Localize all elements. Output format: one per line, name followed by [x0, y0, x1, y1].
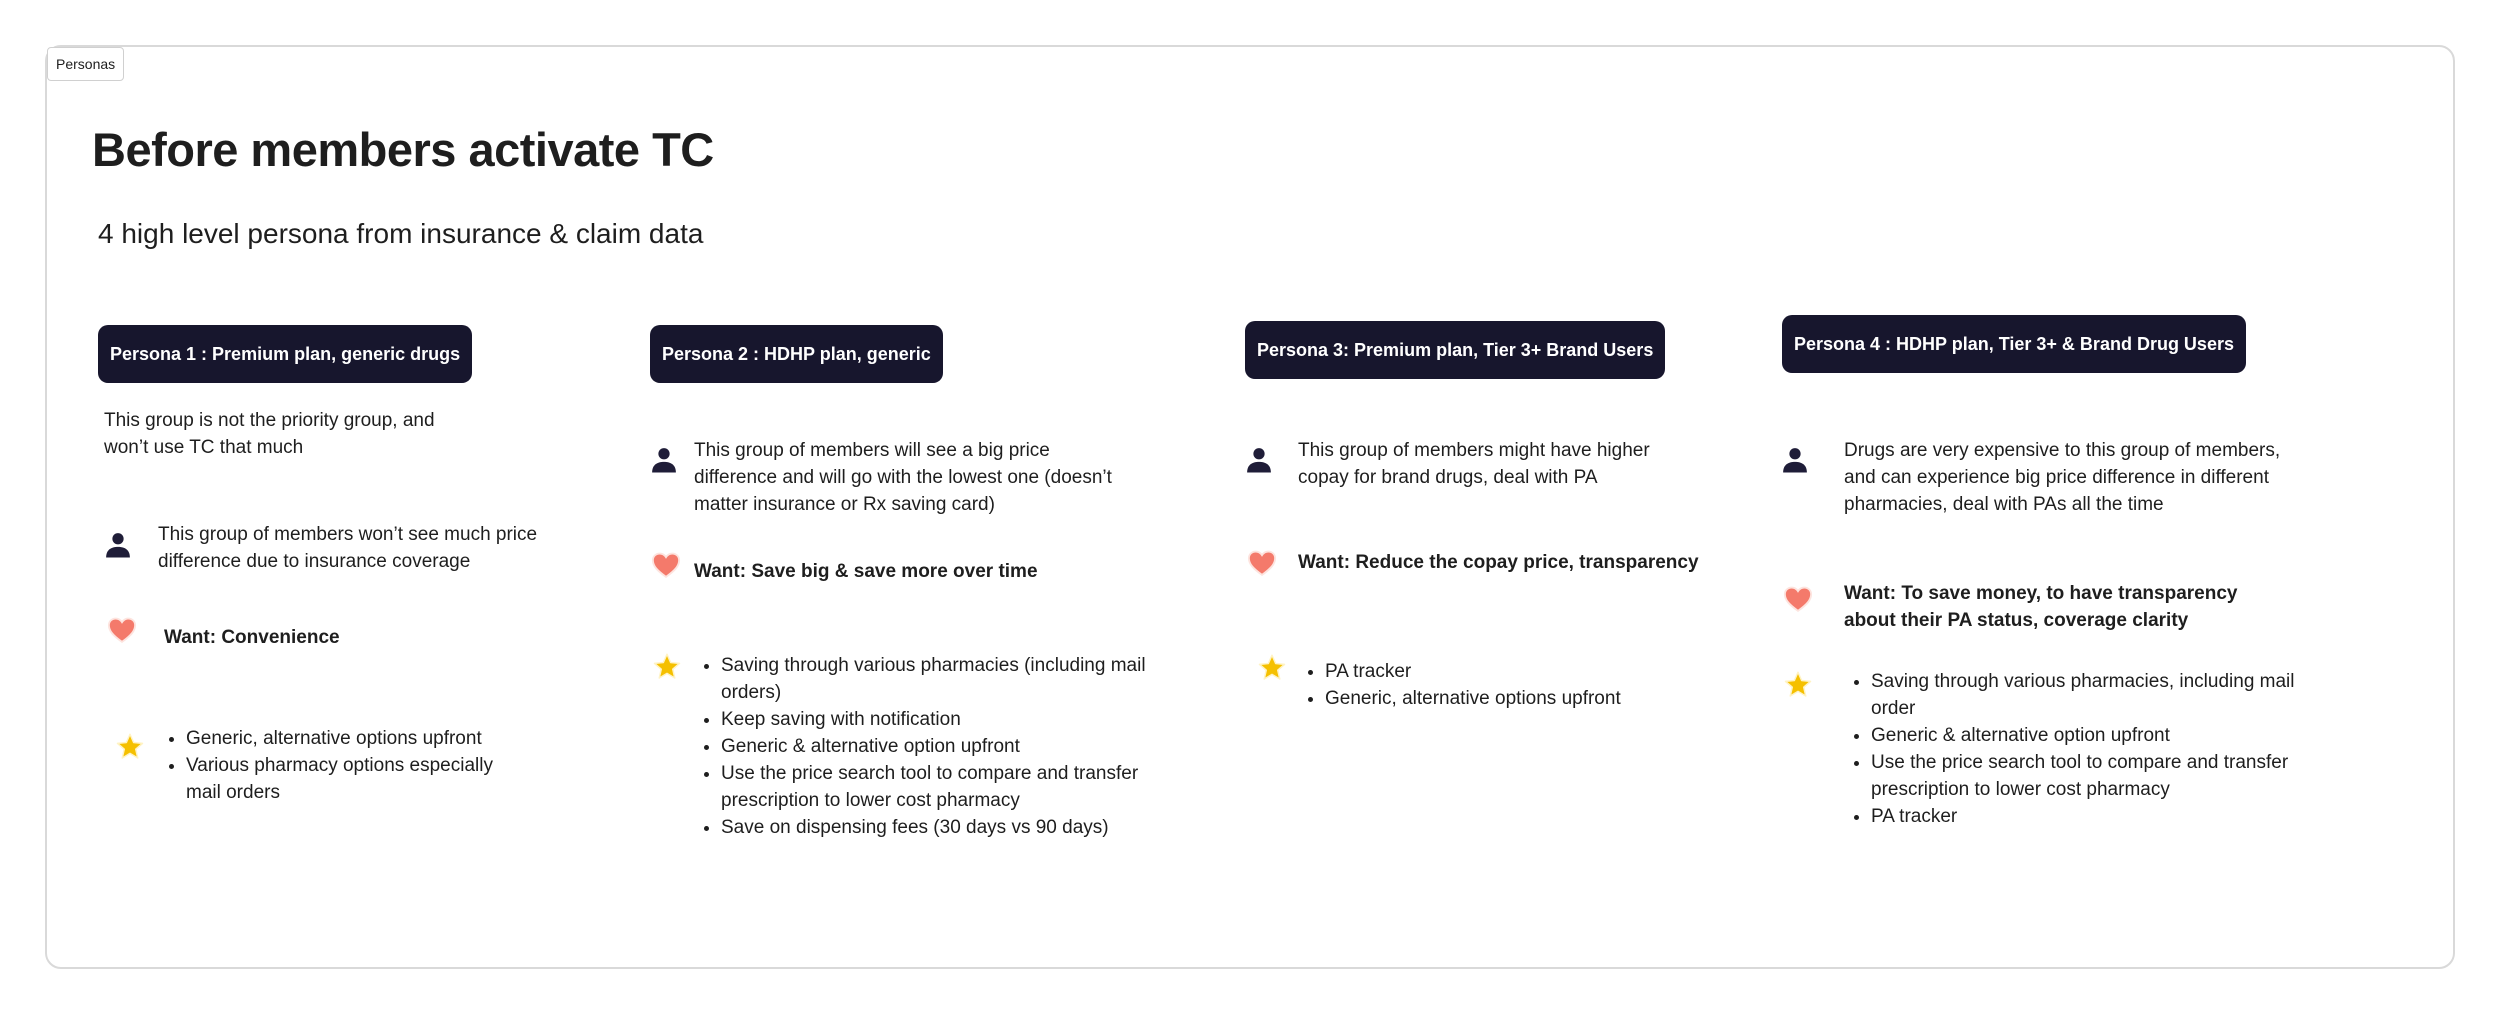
- list-item: • Generic & alternative option upfront: [721, 733, 1171, 760]
- star-icon: [652, 652, 682, 682]
- persona-2-feature-list: [693, 652, 1171, 841]
- list-item: • PA tracker: [1871, 803, 2321, 830]
- persona-3-description: This group of members might have higher copay for brand drugs, deal with PA: [1298, 440, 1650, 488]
- persona-3-tag: Persona 3: Premium plan, Tier 3+ Brand Users: [1245, 321, 1665, 379]
- frame-label[interactable]: Personas: [47, 47, 124, 81]
- person-icon: [1244, 445, 1274, 475]
- list-item: • Various pharmacy options especially mail orders: [186, 752, 526, 806]
- persona-2-description: This group of members will see a big price difference and will go with the lowest one (doesn’t matter insurance or Rx saving card): [694, 440, 1112, 515]
- heart-icon: [651, 550, 681, 580]
- star-icon: [1783, 670, 1813, 700]
- list-item: • Save on dispensing fees (30 days vs 90 days): [721, 814, 1171, 841]
- persona-1-description: This group of members won’t see much price difference due to insurance coverage: [158, 524, 538, 572]
- list-item: • Generic, alternative options upfront: [186, 725, 526, 752]
- person-icon: [103, 530, 133, 560]
- list-item: • PA tracker: [1325, 658, 1745, 685]
- heart-icon: [1247, 548, 1277, 578]
- list-item: • Generic, alternative options upfront: [1325, 685, 1745, 712]
- list-item: • Use the price search tool to compare and transfer prescription to lower cost pharmacy: [721, 760, 1171, 814]
- star-icon: [115, 732, 145, 762]
- persona-4-tag: Persona 4 : HDHP plan, Tier 3+ & Brand Drug Users: [1782, 315, 2246, 373]
- persona-1-intro: This group is not the priority group, and won’t use TC that much: [104, 410, 435, 458]
- persona-4-description: Drugs are very expensive to this group of members, and can experience big price difference in different pharmacies, deal with PAs all the time: [1844, 440, 2281, 515]
- page-title: Before members activate TC: [92, 123, 714, 176]
- persona-2-tag: Persona 2 : HDHP plan, generic: [650, 325, 943, 383]
- page-subtitle: 4 high level persona from insurance & claim data: [98, 218, 704, 249]
- persona-4-want: Want: To save money, to have transparency about their PA status, coverage clarity: [1844, 583, 2238, 631]
- persona-3-feature-list: [1297, 658, 1745, 712]
- heart-icon: [1783, 584, 1813, 614]
- list-item: • Saving through various pharmacies (including mail orders): [721, 652, 1171, 706]
- list-item: • Saving through various pharmacies, including mail order: [1871, 668, 2321, 722]
- person-icon: [1780, 445, 1810, 475]
- person-icon: [649, 445, 679, 475]
- persona-1-want: Want: Convenience: [164, 627, 340, 648]
- persona-3-want: Want: Reduce the copay price, transparency: [1298, 552, 1699, 573]
- list-item: • Keep saving with notification: [721, 706, 1171, 733]
- persona-1-feature-list: [158, 725, 526, 806]
- star-icon: [1257, 653, 1287, 683]
- persona-4-feature-list: [1843, 668, 2321, 830]
- persona-1-tag: Persona 1 : Premium plan, generic drugs: [98, 325, 472, 383]
- list-item: • Use the price search tool to compare and transfer prescription to lower cost pharmacy: [1871, 749, 2321, 803]
- list-item: • Generic & alternative option upfront: [1871, 722, 2321, 749]
- persona-2-want: Want: Save big & save more over time: [694, 561, 1038, 582]
- heart-icon: [107, 615, 137, 645]
